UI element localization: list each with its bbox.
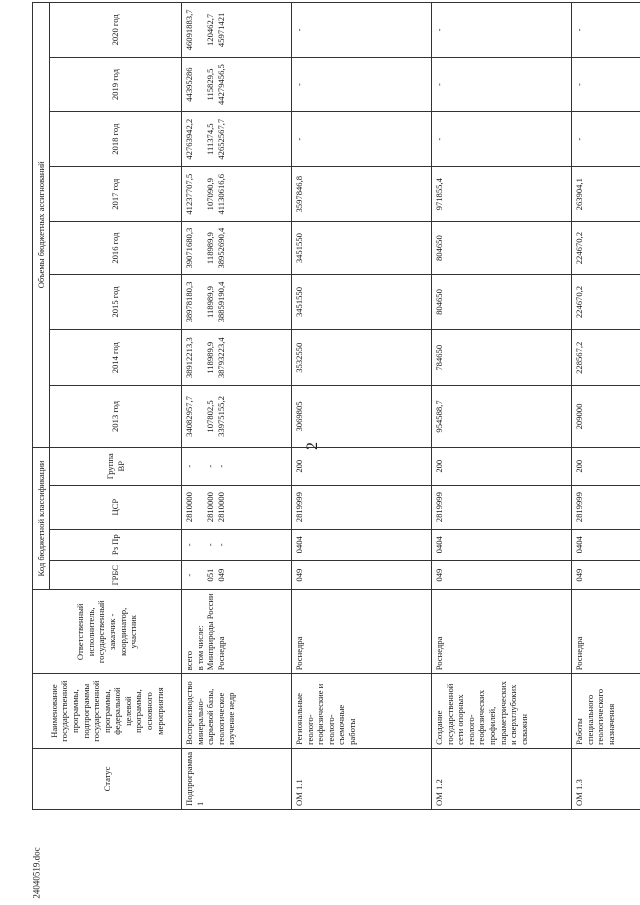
cell-year-value xyxy=(432,3,572,58)
cell-line: 954588,7 xyxy=(434,400,444,433)
cell-grbs xyxy=(572,560,640,589)
cell-line: 3597846,8 xyxy=(294,175,304,213)
cell-line: 263904,1 xyxy=(574,178,584,211)
cell-csr xyxy=(182,485,292,529)
cell-line: 38912213,3 xyxy=(184,337,194,379)
cell-line: 115829,5 xyxy=(205,68,216,101)
col-header-rzpr: Рз Пр xyxy=(50,529,182,560)
cell-line: всего xyxy=(184,650,194,671)
cell-year-value xyxy=(292,274,432,329)
cell-executor xyxy=(432,590,572,674)
cell-line: Роснедра xyxy=(215,636,226,671)
cell-grbs xyxy=(182,560,292,589)
cell-year-value xyxy=(572,57,640,112)
col-header-year: 2013 год xyxy=(50,386,182,447)
cell-line: 118989,9 xyxy=(205,341,216,374)
col-header-name: Наименование государственной программы, подпрограммы государственной программы, федеральной целевой программы, основного мероприятия xyxy=(33,674,182,749)
col-header-year: 2020 год xyxy=(50,3,182,58)
col-header-csr: ЦСР xyxy=(50,485,182,529)
table-row xyxy=(182,3,292,810)
cell-line: 200 xyxy=(574,459,584,473)
cell-line: 200 xyxy=(434,459,444,473)
cell-line: 3532550 xyxy=(294,342,304,373)
cell-vr xyxy=(182,447,292,485)
cell-line: - xyxy=(184,464,194,468)
cell-line: 784650 xyxy=(434,344,444,371)
table-body xyxy=(182,3,640,810)
cell-year-value xyxy=(432,112,572,167)
cell-line xyxy=(195,389,206,443)
cell-line: 33975155,2 xyxy=(215,396,226,437)
cell-line: 2810000 xyxy=(205,492,216,523)
cell-year-value xyxy=(182,112,292,167)
cell-line: 2819999 xyxy=(574,492,584,523)
cell-line: - xyxy=(205,543,216,547)
cell-year-value xyxy=(572,386,640,447)
cell-line: 0404 xyxy=(574,536,584,554)
cell-line: 120462,7 xyxy=(205,13,216,46)
cell-year-value xyxy=(432,57,572,112)
cell-vr xyxy=(292,447,432,485)
cell-year-value xyxy=(432,330,572,386)
cell-line: - xyxy=(574,83,584,87)
cell-line: 049 xyxy=(434,568,444,582)
table-row xyxy=(292,3,432,810)
cell-line xyxy=(195,6,206,54)
cell-line: 41130616,6 xyxy=(215,173,226,215)
cell-vr xyxy=(572,447,640,485)
col-header-year: 2015 год xyxy=(50,274,182,329)
col-header-vr: Группа ВР xyxy=(50,447,182,485)
cell-year-value xyxy=(432,222,572,274)
cell-line xyxy=(195,278,206,326)
file-name: 24040519.doc xyxy=(31,847,42,899)
cell-line: 3451550 xyxy=(294,233,304,264)
cell-csr xyxy=(572,485,640,529)
cell-line: - xyxy=(574,137,584,141)
cell-line: 39071680,3 xyxy=(184,227,194,269)
cell-line: 0404 xyxy=(434,536,444,554)
cell-year-value xyxy=(432,274,572,329)
cell-line: 049 xyxy=(215,568,226,582)
cell-year-value xyxy=(572,222,640,274)
cell-line xyxy=(195,61,206,109)
cell-year-value xyxy=(182,222,292,274)
cell-year-value xyxy=(572,112,640,167)
col-header-year: 2019 год xyxy=(50,57,182,112)
cell-year-value xyxy=(292,222,432,274)
cell-name: Создание государственной сети опорных геолого-геофизических профилей, параметрических и сверхглубоких скважин xyxy=(432,674,572,749)
cell-year-value xyxy=(572,3,640,58)
cell-year-value xyxy=(182,3,292,58)
cell-line: 34082957,7 xyxy=(184,396,194,437)
cell-line: 804650 xyxy=(434,289,444,315)
cell-line: 42763942,2 xyxy=(184,118,194,160)
cell-year-value xyxy=(182,386,292,447)
cell-year-value xyxy=(292,330,432,386)
cell-line: 2810000 xyxy=(184,492,194,523)
cell-status: ОМ 1.1 xyxy=(292,748,432,809)
cell-status: ОМ 1.3 xyxy=(572,748,640,809)
col-header-status: Статус xyxy=(33,748,182,809)
page-number: 2 xyxy=(304,442,321,450)
cell-line: Роснедра xyxy=(434,636,444,671)
col-header-year: 2014 год xyxy=(50,330,182,386)
cell-year-value xyxy=(182,330,292,386)
cell-csr xyxy=(292,485,432,529)
cell-line: - xyxy=(215,543,226,547)
cell-line: 200 xyxy=(294,459,304,473)
col-header-executor: Ответственный исполнитель, государственный заказчик - координатор, участник xyxy=(33,590,182,674)
table-row xyxy=(572,3,640,810)
cell-line: - xyxy=(184,543,194,547)
cell-line: Минприроды России xyxy=(205,593,216,671)
cell-line: 118989,9 xyxy=(205,232,216,265)
cell-rzpr xyxy=(292,529,432,560)
cell-line: Роснедра xyxy=(294,636,304,671)
cell-year-value xyxy=(572,274,640,329)
col-group-kbk: Код бюджетной классификации xyxy=(33,447,50,590)
cell-year-value xyxy=(432,386,572,447)
cell-line: 3451550 xyxy=(294,286,304,318)
cell-line: 2819999 xyxy=(434,492,444,523)
cell-status: Подпрограмма 1 xyxy=(182,748,292,809)
cell-line: 46091883,7 xyxy=(184,9,194,51)
cell-line: 804650 xyxy=(434,235,444,261)
cell-name: Воспроизводство минерально-сырьевой базы, геологическое изучение недр xyxy=(182,674,292,749)
cell-line: 111374,5 xyxy=(205,123,216,156)
cell-line: 45971421 xyxy=(215,12,226,48)
cell-year-value xyxy=(292,386,432,447)
cell-line: 224670,2 xyxy=(574,232,584,265)
cell-line xyxy=(195,170,206,218)
cell-line: 209000 xyxy=(574,403,584,430)
cell-line: 107090,9 xyxy=(205,178,216,211)
cell-line: 224670,2 xyxy=(574,285,584,319)
cell-line: - xyxy=(294,28,304,32)
col-header-grbs: ГРБС xyxy=(50,560,182,589)
cell-line: Роснедра xyxy=(574,636,584,671)
cell-line: - xyxy=(215,464,226,468)
cell-line: 049 xyxy=(574,568,584,582)
cell-year-value xyxy=(572,167,640,222)
cell-line xyxy=(195,225,206,270)
cell-executor xyxy=(182,590,292,674)
table-row xyxy=(432,3,572,810)
cell-line: - xyxy=(294,83,304,87)
cell-name: Работы специального геологического назначения xyxy=(572,674,640,749)
cell-line: 2819999 xyxy=(294,492,304,523)
cell-line: - xyxy=(184,573,194,577)
cell-line: 44279456,5 xyxy=(215,64,226,105)
cell-line: 38952690,4 xyxy=(215,227,226,269)
cell-csr xyxy=(432,485,572,529)
cell-line: 049 xyxy=(294,568,304,582)
cell-line: 228567,2 xyxy=(574,341,584,374)
cell-rzpr xyxy=(432,529,572,560)
cell-line: 3069805 xyxy=(294,401,304,432)
cell-year-value xyxy=(292,167,432,222)
cell-line: 107802,5 xyxy=(205,400,216,433)
col-group-budget: Объемы бюджетных ассигнований xyxy=(33,3,50,448)
cell-line xyxy=(195,533,206,557)
rotated-table-frame xyxy=(2,2,632,852)
cell-line: - xyxy=(294,137,304,141)
cell-year-value xyxy=(292,112,432,167)
cell-rzpr xyxy=(182,529,292,560)
cell-executor xyxy=(292,590,432,674)
cell-line: - xyxy=(205,464,216,468)
cell-line: 42652567,7 xyxy=(215,118,226,160)
cell-vr xyxy=(432,447,572,485)
cell-line: 971855,4 xyxy=(434,178,444,211)
cell-line: 44395286 xyxy=(184,67,194,102)
cell-line xyxy=(195,564,206,586)
cell-year-value xyxy=(182,274,292,329)
cell-line xyxy=(195,451,206,482)
cell-name: Региональные геолого-геофизические и геолого-съемочные работы xyxy=(292,674,432,749)
cell-grbs xyxy=(292,560,432,589)
budget-table xyxy=(32,2,640,810)
cell-line: - xyxy=(434,137,444,141)
cell-status: ОМ 1.2 xyxy=(432,748,572,809)
cell-year-value xyxy=(182,167,292,222)
cell-rzpr xyxy=(572,529,640,560)
col-header-year: 2017 год xyxy=(50,167,182,222)
cell-line xyxy=(195,333,206,382)
col-header-year: 2016 год xyxy=(50,222,182,274)
cell-line: - xyxy=(574,28,584,32)
cell-grbs xyxy=(432,560,572,589)
cell-line: 38793223,4 xyxy=(215,337,226,379)
cell-year-value xyxy=(182,57,292,112)
cell-line: 0404 xyxy=(294,536,304,554)
cell-year-value xyxy=(432,167,572,222)
cell-line: 38859190,4 xyxy=(215,281,226,323)
cell-line: 41237707,5 xyxy=(184,173,194,215)
cell-line: 2810000 xyxy=(215,492,226,523)
cell-line: 051 xyxy=(205,568,216,582)
col-header-year: 2018 год xyxy=(50,112,182,167)
cell-line: 118989,9 xyxy=(205,286,216,318)
cell-line: в том числе: xyxy=(194,625,205,671)
cell-line xyxy=(195,115,206,163)
cell-year-value xyxy=(292,57,432,112)
cell-executor xyxy=(572,590,640,674)
cell-line: 38978180,3 xyxy=(184,281,194,323)
cell-year-value xyxy=(572,330,640,386)
cell-line: - xyxy=(434,28,444,32)
cell-line: - xyxy=(434,83,444,87)
cell-year-value xyxy=(292,3,432,58)
cell-line xyxy=(195,489,206,526)
